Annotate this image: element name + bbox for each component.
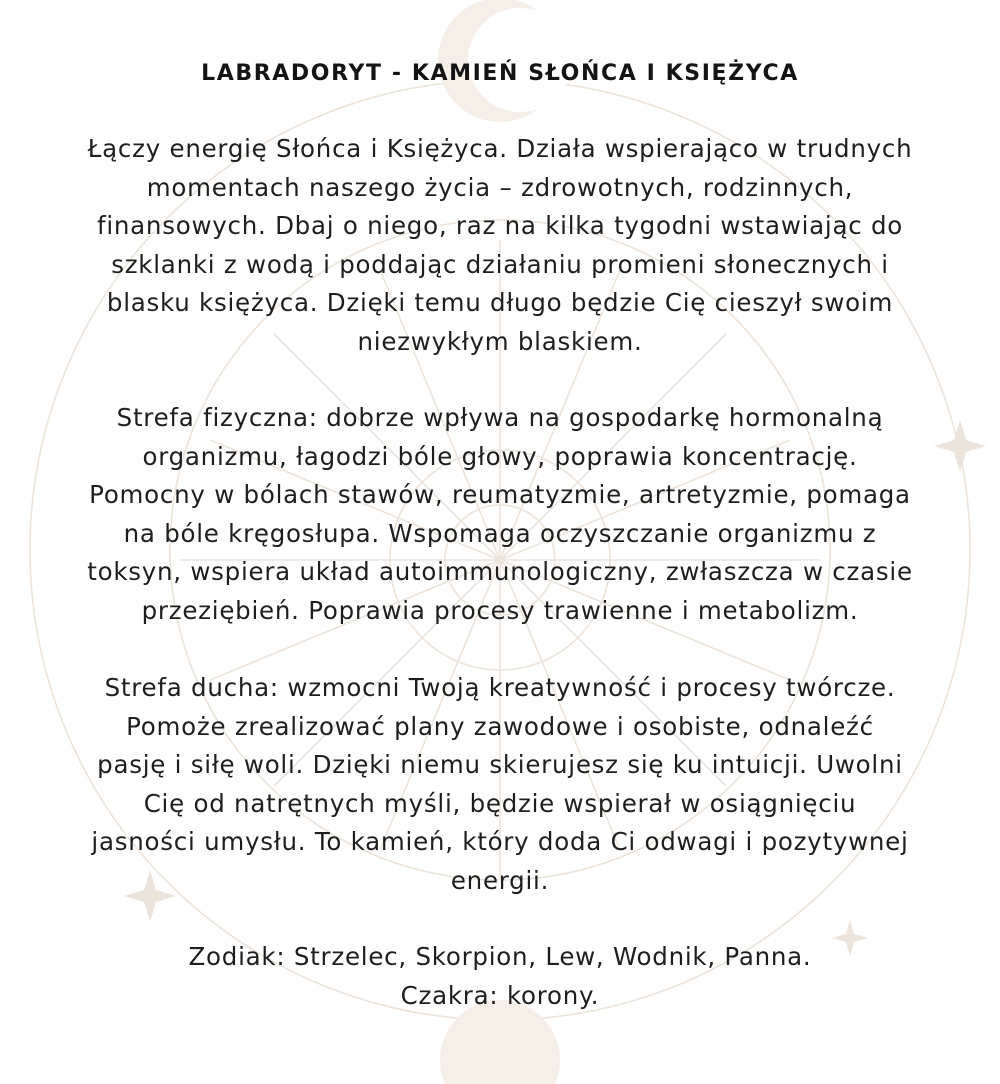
paragraph-zodiac-chakra <box>30 938 970 1015</box>
text-line: Cię od natrętnych myśli, będzie wspierał w osiągnięciu <box>143 788 857 818</box>
paragraph-spirit-zone <box>30 669 970 900</box>
text-line: finansowych. Dbaj o niego, raz na kilka tygodni wstawiając do <box>96 211 904 240</box>
text-line: jasności umysłu. To kamień, który doda Ci odwagi i pozytywnej <box>91 827 909 856</box>
paragraph-physical-zone <box>30 399 970 630</box>
text-line: Strefa ducha: wzmocni Twoją kreatywność i procesy twórcze. <box>104 673 896 702</box>
text-line: Strefa fizyczna: dobrze wpływa na gospodarkę hormonalną <box>116 403 884 432</box>
paragraph-intro <box>30 130 970 361</box>
text-line: przeziębień. Poprawia procesy trawienne i metabolizm. <box>141 595 859 625</box>
zodiac-line: Zodiak: Strzelec, Skorpion, Lew, Wodnik, Panna. <box>188 942 812 971</box>
text-line: na bóle kręgosłupa. Wspomaga oczyszczanie organizmu z <box>123 518 877 548</box>
text-line: Pomocny w bólach stawów, reumatyzmie, artretyzmie, pomaga <box>89 480 911 509</box>
text-line: pasję i siłę woli. Dzięki niemu skierujesz się ku intuicji. Uwolni <box>97 750 903 779</box>
text-line: Pomoże zrealizować plany zawodowe i osobiste, odnaleźć <box>126 711 874 741</box>
text-line: niezwykłym blaskiem. <box>357 326 643 356</box>
page-title: LABRADORYT - KAMIEŃ SŁOŃCA I KSIĘŻYCA <box>201 61 799 86</box>
chakra-line: Czakra: korony. <box>400 980 600 1010</box>
text-line: szklanki z wodą i poddając działaniu promieni słonecznych i <box>111 249 889 279</box>
text-line: Łączy energię Słońca i Księżyca. Działa wspierająco w trudnych <box>87 134 913 163</box>
text-line: toksyn, wspiera układ autoimmunologiczny, zwłaszcza w czasie <box>87 557 913 586</box>
text-line: energii. <box>450 865 550 895</box>
text-line: blasku księżyca. Dzięki temu długo będzie Cię cieszył swoim <box>106 288 894 317</box>
text-line: momentach naszego życia – zdrowotnych, rodzinnych, <box>146 172 854 202</box>
text-line: organizmu, łagodzi bóle głowy, poprawia koncentrację. <box>142 441 858 471</box>
